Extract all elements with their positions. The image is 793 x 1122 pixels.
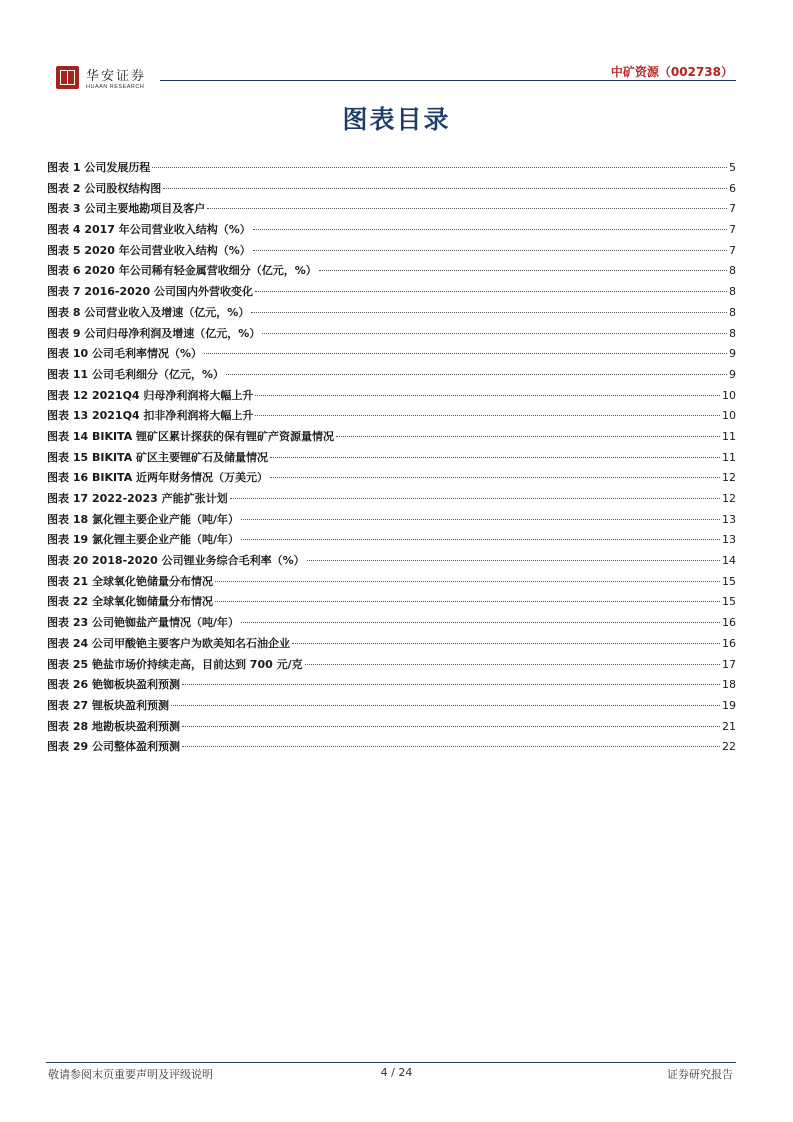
toc-entry-label: 图表 17 2022-2023 产能扩张计划 — [47, 492, 228, 505]
toc-entry-page: 10 — [722, 388, 736, 402]
toc-entry-page: 14 — [722, 554, 736, 568]
toc-entry[interactable] — [47, 261, 736, 282]
toc-entry-label: 图表 7 2016-2020 公司国内外营收变化 — [47, 285, 253, 299]
toc-dot-leader — [307, 560, 720, 561]
toc-entry-label: 图表 29 公司整体盈利预测 — [47, 740, 180, 754]
toc-entry[interactable] — [47, 696, 736, 717]
toc-entry-page: 11 — [722, 450, 736, 464]
toc-dot-leader — [253, 229, 727, 230]
toc-entry[interactable] — [47, 406, 736, 427]
toc-dot-leader — [255, 395, 720, 396]
toc-dot-leader — [255, 415, 720, 416]
toc-entry-page: 9 — [729, 367, 736, 381]
toc-entry[interactable] — [47, 510, 736, 531]
toc-entry-page: 13 — [722, 512, 736, 526]
toc-entry[interactable] — [47, 179, 736, 200]
toc-entry[interactable] — [47, 468, 736, 489]
toc-entry[interactable] — [47, 655, 736, 676]
toc-entry-page: 19 — [722, 698, 736, 712]
toc-entry-label: 图表 24 公司甲酸铯主要客户为欧美知名石油企业 — [47, 636, 290, 650]
toc-dot-leader — [182, 746, 720, 747]
toc-entry-page: 13 — [722, 533, 736, 547]
toc-entry-label: 图表 26 铯铷板块盈利预测 — [47, 678, 180, 692]
logo-chinese-name: 华安证券 — [86, 69, 147, 84]
toc-entry-label: 图表 4 2017 年公司营业收入结构（%） — [47, 223, 251, 237]
logo-seal-icon — [56, 66, 79, 89]
toc-entry-label: 图表 20 2018-2020 公司锂业务综合毛利率（%） — [47, 554, 305, 568]
toc-entry-page: 7 — [729, 202, 736, 216]
toc-entry-page: 18 — [722, 678, 736, 692]
footer-disclaimer: 敬请参阅末页重要声明及评级说明 — [48, 1068, 213, 1081]
toc-entry[interactable] — [47, 241, 736, 262]
toc-dot-leader — [251, 312, 727, 313]
toc-dot-leader — [163, 188, 727, 189]
toc-entry-page: 8 — [729, 285, 736, 299]
toc-entry[interactable] — [47, 448, 736, 469]
toc-entry-page: 6 — [729, 181, 736, 195]
toc-entry[interactable] — [47, 282, 736, 303]
toc-dot-leader — [336, 436, 720, 437]
toc-entry[interactable] — [47, 634, 736, 655]
toc-entry-page: 8 — [729, 264, 736, 278]
header-company-title: 中矿资源（002738） — [610, 65, 733, 79]
company-logo — [56, 66, 156, 96]
toc-entry[interactable] — [47, 344, 736, 365]
toc-dot-leader — [241, 519, 720, 520]
toc-entry[interactable] — [47, 613, 736, 634]
toc-entry-page: 17 — [722, 657, 736, 671]
toc-entry[interactable] — [47, 303, 736, 324]
toc-entry-page: 21 — [722, 719, 736, 733]
toc-entry-label: 图表 21 全球氧化铯储量分布情况 — [47, 574, 213, 588]
toc-entry[interactable] — [47, 220, 736, 241]
toc-entry[interactable] — [47, 737, 736, 758]
toc-dot-leader — [215, 581, 720, 582]
toc-entry-label: 图表 22 全球氧化铷储量分布情况 — [47, 595, 213, 609]
toc-entry-label: 图表 12 2021Q4 归母净利润将大幅上升 — [47, 388, 254, 402]
toc-entry-page: 10 — [722, 409, 736, 423]
toc-entry-label: 图表 2 公司股权结构图 — [47, 181, 162, 195]
toc-entry-label: 图表 6 2020 年公司稀有轻金属营收细分（亿元，%） — [47, 264, 317, 278]
toc-entry-label: 图表 5 2020 年公司营业收入结构（%） — [47, 243, 251, 257]
toc-entry-page: 22 — [722, 740, 736, 754]
toc-entry-label: 图表 18 氯化锂主要企业产能（吨/年） — [47, 512, 239, 526]
toc-entry-page: 8 — [729, 305, 736, 319]
toc-entry-page: 7 — [729, 223, 736, 237]
toc-dot-leader — [241, 622, 720, 623]
toc-entry-page: 16 — [722, 636, 736, 650]
header-divider — [160, 80, 736, 81]
toc-dot-leader — [270, 477, 720, 478]
toc-entry[interactable] — [47, 530, 736, 551]
toc-dot-leader — [152, 167, 727, 168]
toc-entry-label: 图表 8 公司营业收入及增速（亿元，%） — [47, 305, 250, 319]
toc-entry-label: 图表 3 公司主要地勘项目及客户 — [47, 202, 206, 216]
toc-entry[interactable] — [47, 427, 736, 448]
toc-dot-leader — [215, 601, 720, 602]
toc-dot-leader — [204, 353, 727, 354]
toc-dot-leader — [255, 291, 727, 292]
toc-entry-label: 图表 10 公司毛利率情况（%） — [47, 347, 202, 361]
toc-entry-page: 11 — [722, 429, 736, 443]
toc-entry-label: 图表 25 铯盐市场价持续走高，目前达到 700 元/克 — [47, 657, 303, 671]
toc-entry-label: 图表 14 BIKITA 锂矿区累计探获的保有锂矿产资源量情况 — [47, 429, 335, 443]
toc-entry-page: 7 — [729, 243, 736, 257]
toc-dot-leader — [292, 643, 720, 644]
toc-entry[interactable] — [47, 675, 736, 696]
toc-entry-label: 图表 15 BIKITA 矿区主要锂矿石及储量情况 — [47, 450, 269, 464]
toc-entry[interactable] — [47, 386, 736, 407]
toc-entry[interactable] — [47, 158, 736, 179]
toc-dot-leader — [226, 374, 727, 375]
toc-entry[interactable] — [47, 365, 736, 386]
toc-dot-leader — [171, 705, 720, 706]
toc-entry-page: 15 — [722, 574, 736, 588]
toc-entry-label: 图表 27 锂板块盈利预测 — [47, 698, 169, 712]
toc-entry-label: 图表 13 2021Q4 扣非净利润将大幅上升 — [47, 409, 254, 423]
toc-entry[interactable] — [47, 551, 736, 572]
toc-dot-leader — [319, 270, 727, 271]
toc-entry-page: 9 — [729, 347, 736, 361]
toc-entry[interactable] — [47, 717, 736, 738]
toc-dot-leader — [253, 250, 727, 251]
toc-entry-label: 图表 11 公司毛利细分（亿元，%） — [47, 367, 224, 381]
toc-entry[interactable] — [47, 489, 736, 510]
footer-report-type: 证券研究报告 — [667, 1068, 733, 1081]
toc-entry-label: 图表 9 公司归母净利润及增速（亿元，%） — [47, 326, 261, 340]
page-title: 图表目录 — [342, 105, 451, 134]
toc-entry-label: 图表 19 氯化锂主要企业产能（吨/年） — [47, 533, 239, 547]
toc-entry-page: 12 — [722, 471, 736, 485]
table-of-figures — [47, 158, 736, 758]
toc-entry-label: 图表 1 公司发展历程 — [47, 161, 151, 174]
footer-divider — [46, 1062, 736, 1063]
toc-dot-leader — [230, 498, 720, 499]
toc-dot-leader — [270, 457, 720, 458]
toc-dot-leader — [262, 333, 727, 334]
toc-dot-leader — [207, 208, 727, 209]
toc-entry-label: 图表 23 公司铯铷盐产量情况（吨/年） — [47, 616, 239, 630]
toc-entry-page: 8 — [729, 326, 736, 340]
page-number: 4 / 24 — [380, 1066, 413, 1079]
logo-english-name: HUAAN RESEARCH — [86, 84, 145, 90]
toc-entry-page: 16 — [722, 616, 736, 630]
toc-entry-label: 图表 28 地勘板块盈利预测 — [47, 719, 180, 733]
toc-entry[interactable] — [47, 572, 736, 593]
toc-entry-page: 12 — [722, 492, 736, 505]
toc-entry-label: 图表 16 BIKITA 近两年财务情况（万美元） — [47, 471, 269, 485]
toc-entry-page: 5 — [729, 161, 736, 174]
toc-entry-page: 15 — [722, 595, 736, 609]
toc-dot-leader — [241, 539, 720, 540]
toc-dot-leader — [182, 684, 720, 685]
toc-dot-leader — [182, 726, 720, 727]
toc-entry[interactable] — [47, 324, 736, 345]
toc-entry[interactable] — [47, 199, 736, 220]
toc-dot-leader — [305, 664, 720, 665]
toc-entry[interactable] — [47, 592, 736, 613]
